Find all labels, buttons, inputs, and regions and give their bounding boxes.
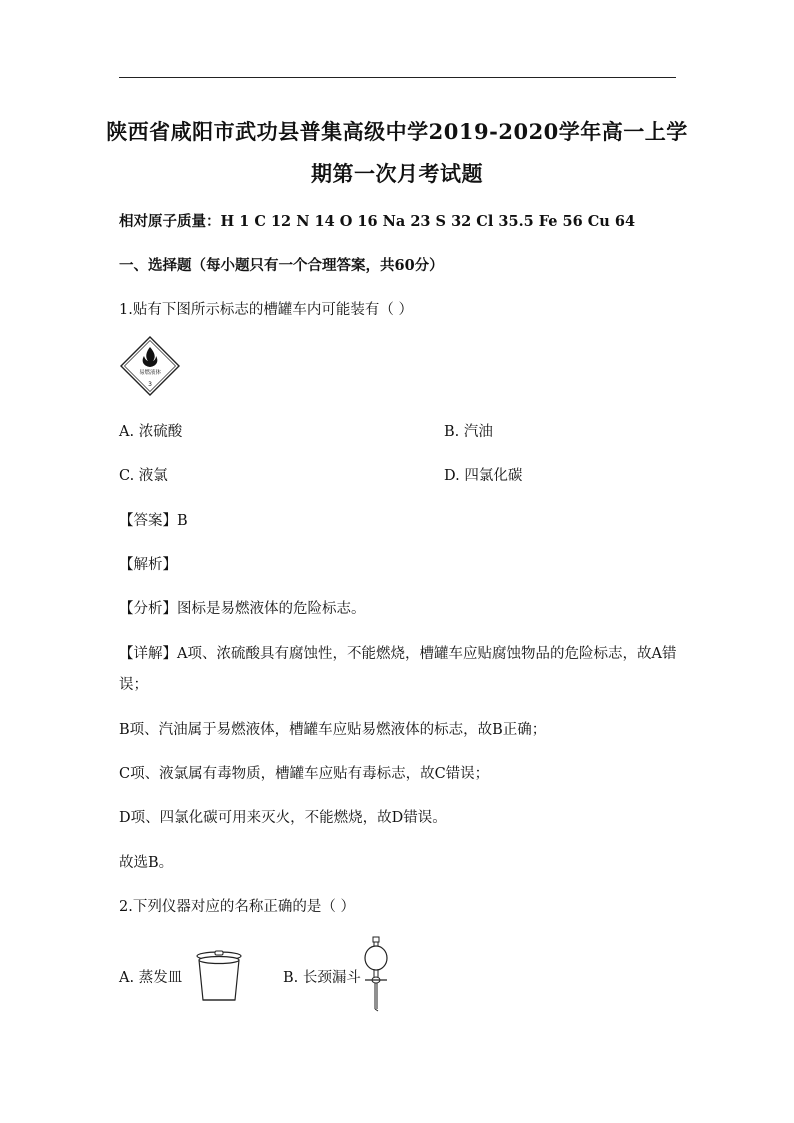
q1-detail-2: B项、汽油属于易燃液体，槽罐车应贴易燃液体的标志，故B正确； [119,722,547,738]
q2-option-a: A. 蒸发皿 [119,970,183,986]
header-rule [119,77,676,78]
question-2-stem: 2.下列仪器对应的名称正确的是（ ） [119,899,355,915]
q1-analysis-heading: 【解析】 [119,557,177,573]
page-title-line-1: 陕西省咸阳市武功县普集高级中学2019-2020学年高一上学 [106,119,688,144]
q1-fenxi: 【分析】图标是易燃液体的危险标志。 [119,601,366,617]
q2-option-b: B. 长颈漏斗 [283,970,361,986]
page-title-line-2: 期第一次月考试题 [311,161,483,186]
section-heading: 一、选择题（每小题只有一个合理答案，共60分） [119,257,444,274]
q1-answer: 【答案】B [119,513,188,529]
atomic-mass-line: 相对原子质量：H 1 C 12 N 14 O 16 Na 23 S 32 Cl 35.5 Fe 56 Cu 64 [119,213,636,230]
separatory-funnel-icon [362,936,390,1012]
crucible-with-lid-icon [190,950,248,1004]
q1-option-d: D. 四氯化碳 [444,468,523,484]
question-1-stem: 1.贴有下图所示标志的槽罐车内可能装有（ ） [119,302,413,318]
sign-label: 易燃液体 [138,370,162,376]
q1-detail-4: D项、四氯化碳可用来灭火，不能燃烧，故D错误。 [119,810,447,826]
q1-option-c: C. 液氯 [119,468,168,484]
q1-detail-1a: 【详解】A项、浓硫酸具有腐蚀性，不能燃烧，槽罐车应贴腐蚀物品的危险标志，故A错 [119,646,677,662]
q1-option-a: A. 浓硫酸 [119,424,183,440]
flammable-liquid-sign-icon [120,336,180,396]
q1-option-b: B. 汽油 [444,424,493,440]
q1-detail-3: C项、液氯属有毒物质，槽罐车应贴有毒标志，故C错误； [119,766,490,782]
q1-detail-1b: 误； [119,677,148,693]
q1-conclusion: 故选B。 [119,855,174,871]
sign-number: 3 [148,381,152,388]
